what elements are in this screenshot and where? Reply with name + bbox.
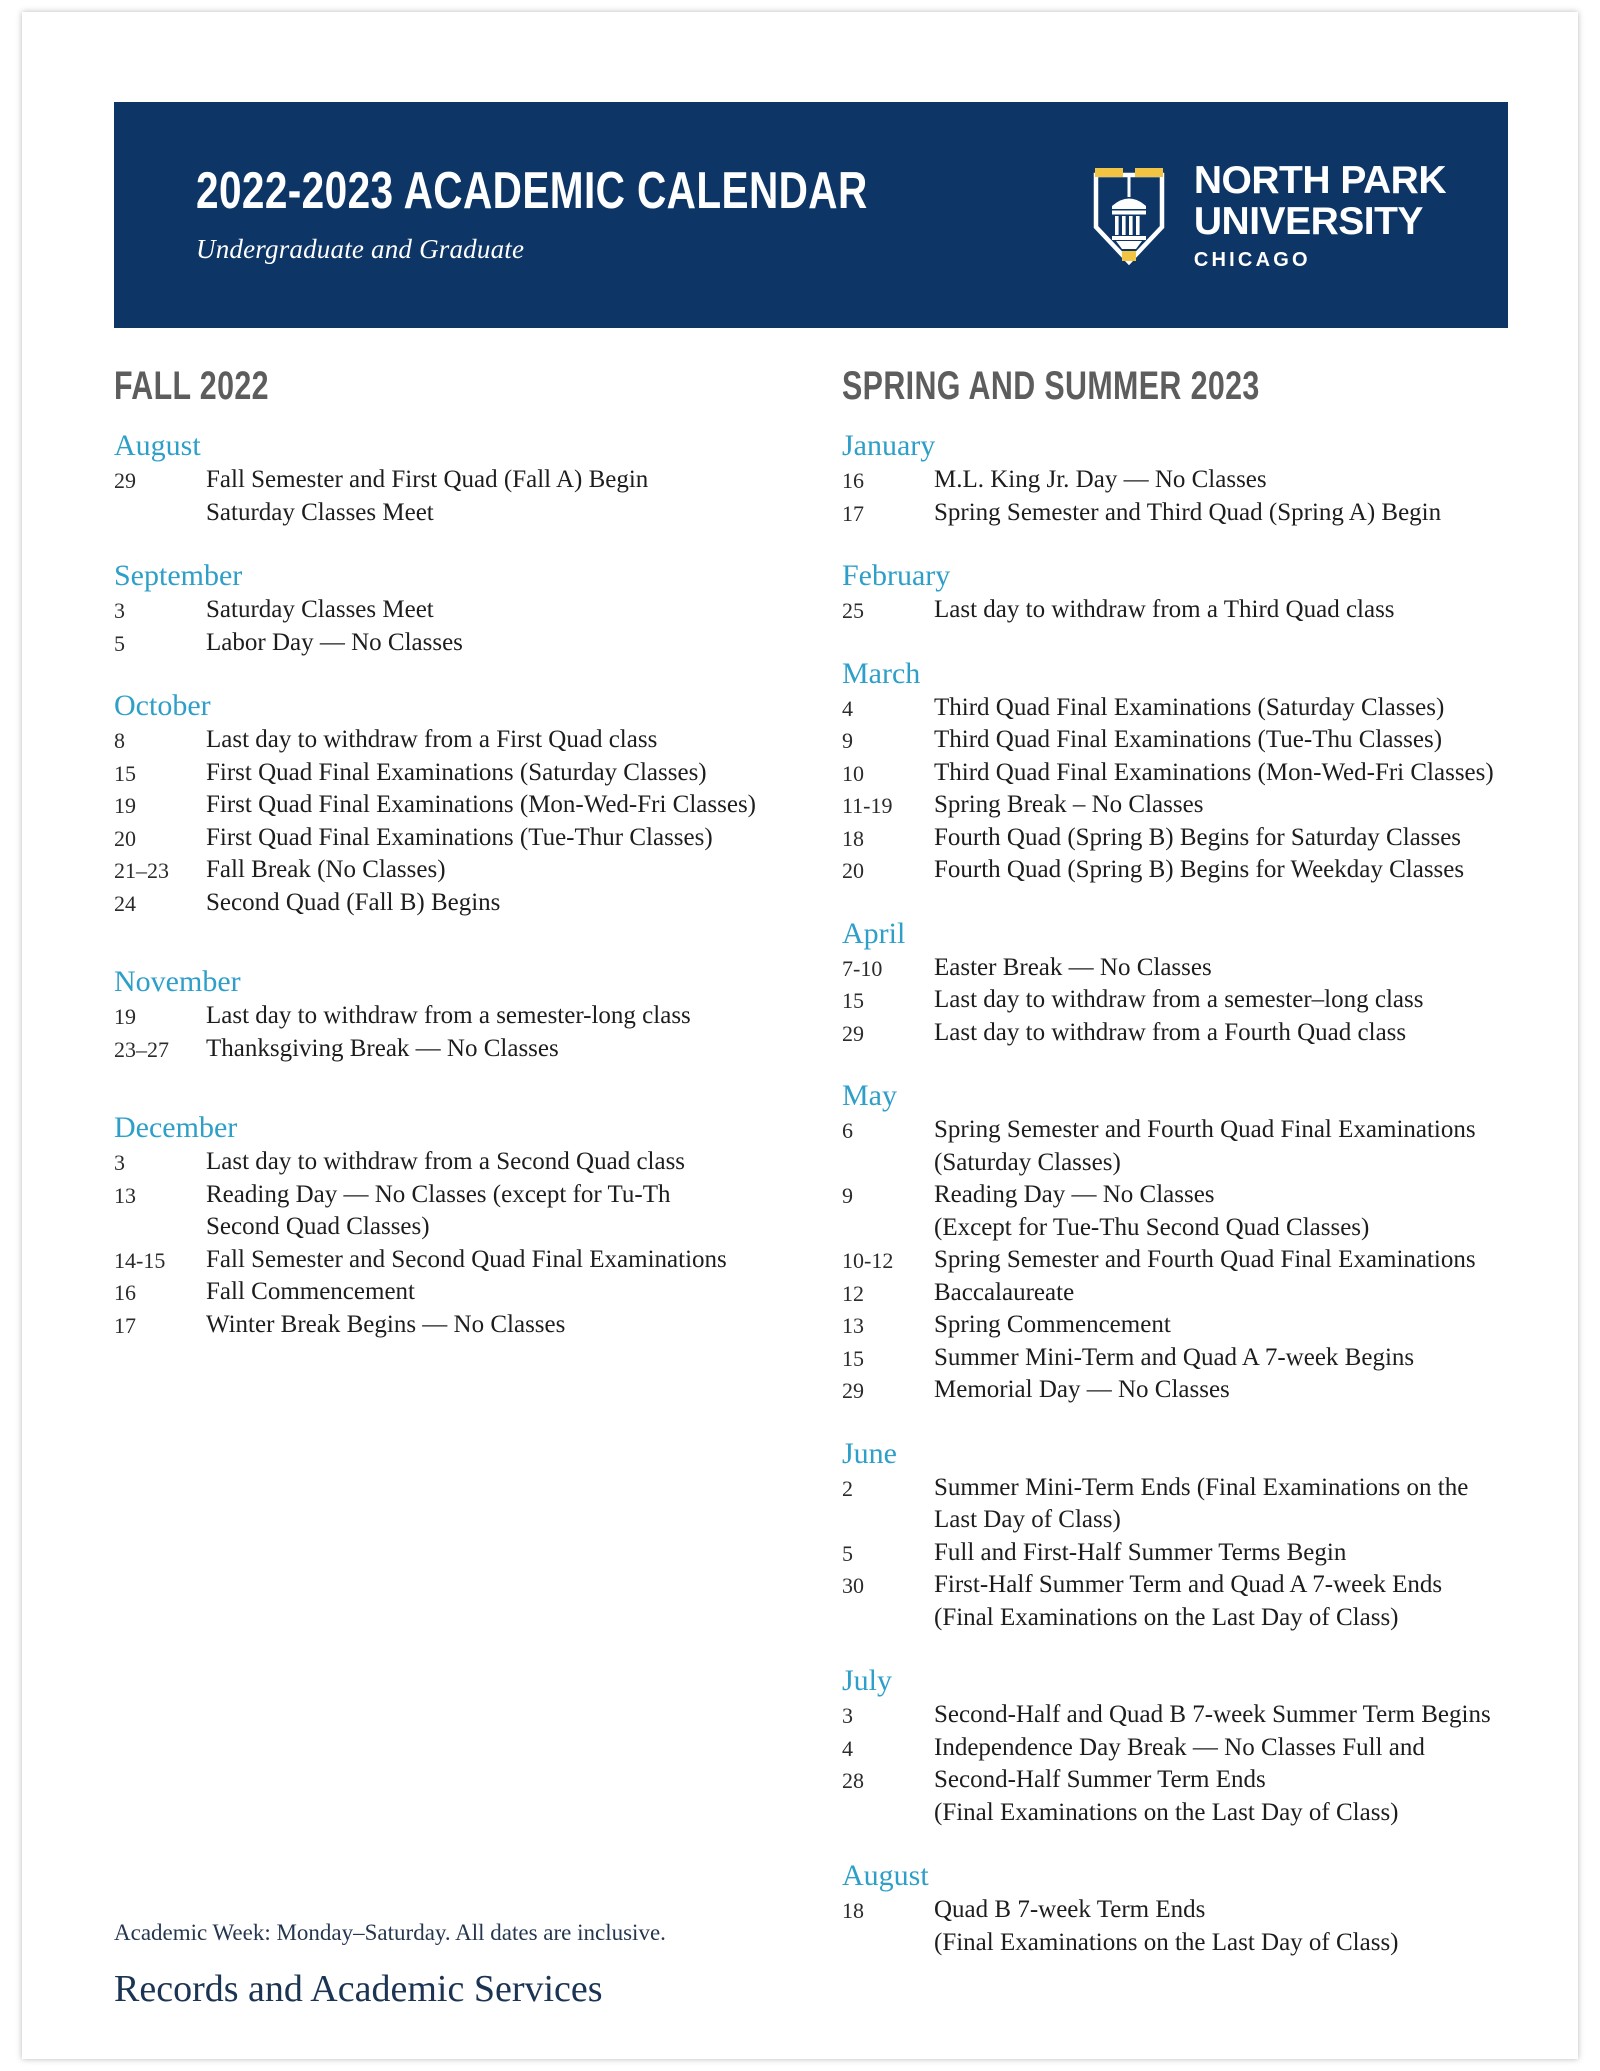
month-entries: [114, 1146, 814, 1341]
entry-description: [934, 724, 1442, 757]
entry-date: 3: [114, 1150, 125, 1175]
entry-description: [934, 1472, 1468, 1537]
entry-description: [934, 594, 1395, 627]
logo-city: CHICAGO: [1193, 248, 1311, 271]
entry-date: 2: [842, 1475, 853, 1501]
entry-line: Summer Mini-Term and Quad A 7-week Begins: [934, 1343, 1415, 1371]
entry-line: Fourth Quad (Spring B) Begins for Weekday Classes: [934, 856, 1465, 883]
entry-description: [206, 627, 463, 660]
shield-icon: [1086, 161, 1172, 269]
calendar-entry: [842, 1894, 1542, 1959]
entry-date: 20: [114, 825, 136, 851]
calendar-entry: [842, 1732, 1542, 1765]
month-block: [114, 1111, 814, 1341]
entry-line: Second-Half and Quad B 7-week Summer Term Begins: [934, 1701, 1491, 1728]
entry-description: [206, 1179, 671, 1244]
entry-line: Fall Semester and Second Quad Final Examinations: [206, 1245, 727, 1273]
calendar-entry: [842, 1179, 1542, 1244]
header-text-group: [196, 161, 1057, 265]
entry-line: Last day to withdraw from a Third Quad class: [934, 596, 1395, 623]
entry-date: 15: [842, 1345, 864, 1371]
calendar-entry: [114, 594, 814, 627]
calendar-entry: [842, 1114, 1542, 1179]
entry-date: 23–27: [114, 1036, 169, 1062]
calendar-entry: [842, 1699, 1542, 1732]
logo-wordmark: [1193, 158, 1446, 271]
entry-line: Spring Semester and Fourth Quad Final Examinations: [934, 1116, 1476, 1143]
month-entries: [114, 724, 814, 919]
entry-line: First Quad Final Examinations (Tue-Thur Classes): [206, 823, 713, 851]
calendar-entry: [114, 1276, 814, 1309]
entry-description: [934, 1342, 1414, 1375]
entry-line: Spring Semester and Fourth Quad Final Examinations: [934, 1246, 1476, 1273]
month-entries: [842, 594, 1542, 627]
entry-date: 30: [842, 1573, 864, 1598]
entry-description: [206, 1000, 691, 1033]
entry-date: 7-10: [842, 955, 883, 981]
entry-date: 15: [114, 760, 136, 786]
calendar-entry: [114, 627, 814, 660]
entry-line: Summer Mini-Term Ends (Final Examinations on the: [934, 1473, 1469, 1501]
entry-line: Third Quad Final Examinations (Tue-Thu Classes): [934, 726, 1443, 753]
calendar-entry: [842, 594, 1542, 627]
entry-line: Reading Day — No Classes (except for Tu-Th: [206, 1180, 671, 1208]
entry-line: Independence Day Break — No Classes Full and: [934, 1733, 1425, 1761]
calendar-entry: [842, 1277, 1542, 1310]
entry-description: [206, 887, 500, 920]
entry-date: 13: [842, 1313, 864, 1338]
entry-line: Quad B 7-week Term Ends: [934, 1896, 1206, 1923]
entry-date: 10: [842, 760, 864, 786]
entry-line: Fall Break (No Classes): [206, 856, 446, 883]
spring-season-title: SPRING AND SUMMER 2023: [842, 364, 1260, 408]
entry-description: [206, 822, 713, 855]
entry-date: 5: [114, 630, 125, 656]
calendar-entry: [842, 1017, 1542, 1050]
entry-line: Thanksgiving Break — No Classes: [206, 1034, 559, 1062]
document-sheet: [22, 12, 1578, 2059]
entry-description: [206, 1309, 565, 1342]
entry-date: 17: [114, 1312, 136, 1338]
entry-date: 6: [842, 1118, 853, 1143]
month-entries: [114, 464, 814, 529]
entry-line: Last day to withdraw from a semester-long class: [206, 1002, 691, 1029]
calendar-entry: [842, 724, 1542, 757]
calendar-entry: [842, 1309, 1542, 1342]
entry-description: [934, 1732, 1425, 1765]
entry-line: First-Half Summer Term and Quad A 7-week Ends: [934, 1571, 1443, 1598]
calendar-entry: [114, 1179, 814, 1244]
calendar-entry: [842, 822, 1542, 855]
month-entries: [842, 692, 1542, 887]
page-title: 2022-2023 ACADEMIC CALENDAR: [196, 161, 868, 220]
entry-date: 13: [114, 1182, 136, 1208]
calendar-entry: [842, 1342, 1542, 1375]
entry-description: [934, 952, 1212, 985]
entry-description: [934, 1374, 1230, 1407]
calendar-entry: [114, 1146, 814, 1179]
month-name: March: [842, 656, 921, 690]
entry-line: Last Day of Class): [934, 1506, 1121, 1533]
entry-date: 11-19: [842, 793, 893, 818]
entry-description: [206, 854, 446, 887]
calendar-entry: [842, 692, 1542, 725]
calendar-entry: [114, 1000, 814, 1033]
entry-description: [206, 594, 434, 627]
entry-description: [934, 1114, 1476, 1179]
month-block: [842, 1664, 1542, 1829]
entry-line: Last day to withdraw from a Second Quad class: [206, 1148, 686, 1175]
entry-description: [206, 789, 756, 822]
month-block: [842, 429, 1542, 529]
month-block: [842, 657, 1542, 887]
entry-line: Saturday Classes Meet: [206, 596, 434, 623]
entry-line: Easter Break — No Classes: [934, 953, 1212, 981]
calendar-entry: [114, 1033, 814, 1066]
entry-line: First Quad Final Examinations (Saturday Classes): [206, 758, 707, 786]
entry-line: Second-Half Summer Term Ends: [934, 1766, 1266, 1793]
entry-date: 5: [842, 1540, 853, 1566]
entry-date: 4: [842, 695, 853, 721]
entry-line: Memorial Day — No Classes: [934, 1376, 1230, 1403]
entry-line: Reading Day — No Classes: [934, 1181, 1215, 1208]
entry-line: First Quad Final Examinations (Mon-Wed-Fri Classes): [206, 791, 757, 818]
entry-line: (Saturday Classes): [934, 1148, 1121, 1176]
entry-date: 16: [114, 1280, 136, 1305]
month-block: [842, 1859, 1542, 1959]
entry-date: 14-15: [114, 1247, 166, 1273]
entry-line: (Final Examinations on the Last Day of Class): [934, 1603, 1399, 1631]
month-entries: [114, 1000, 814, 1065]
entry-line: Spring Break – No Classes: [934, 791, 1204, 818]
fall-season-title: FALL 2022: [114, 364, 269, 408]
month-entries: [842, 1472, 1542, 1635]
entry-description: [206, 724, 657, 757]
entry-line: (Final Examinations on the Last Day of Class): [934, 1798, 1399, 1826]
calendar-entry: [114, 724, 814, 757]
calendar-entry: [114, 887, 814, 920]
entry-date: 28: [842, 1768, 864, 1793]
month-name: December: [114, 1111, 238, 1144]
entry-date: 9: [842, 1183, 853, 1208]
entry-line: Fall Semester and First Quad (Fall A) Begin: [206, 466, 649, 493]
header-banner: [114, 102, 1508, 328]
calendar-entry: [842, 854, 1542, 887]
entry-line: Second Quad Classes): [206, 1213, 430, 1240]
entry-date: 29: [842, 1020, 864, 1046]
entry-date: 9: [842, 728, 853, 753]
entry-description: [934, 464, 1267, 497]
entry-line: Labor Day — No Classes: [206, 628, 463, 656]
month-name: April: [842, 916, 906, 950]
entry-date: 10-12: [842, 1248, 894, 1273]
fall-months-list: [114, 429, 814, 1341]
entry-date: 15: [842, 988, 864, 1013]
entry-date: 20: [842, 858, 864, 883]
entry-line: Spring Semester and Third Quad (Spring A) Begin: [934, 498, 1442, 526]
calendar-entry: [842, 497, 1542, 530]
calendar-entry: [842, 1569, 1542, 1634]
entry-line: Full and First-Half Summer Terms Begin: [934, 1538, 1347, 1566]
spring-summer-column: [842, 364, 1542, 1959]
entry-description: [934, 1277, 1074, 1310]
month-block: [114, 559, 814, 659]
entry-line: Fall Commencement: [206, 1278, 415, 1305]
entry-description: [934, 789, 1203, 822]
entry-line: Last day to withdraw from a Fourth Quad class: [934, 1018, 1407, 1046]
month-name: May: [842, 1079, 897, 1112]
entry-date: 8: [114, 728, 125, 753]
month-entries: [842, 952, 1542, 1050]
calendar-entry: [842, 464, 1542, 497]
department-name: Records and Academic Services: [114, 1968, 603, 2010]
calendar-entry: [114, 1244, 814, 1277]
calendar-entry: [114, 757, 814, 790]
entry-description: [934, 854, 1464, 887]
entry-date: 17: [842, 500, 864, 526]
entry-line: Baccalaureate: [934, 1278, 1075, 1306]
entry-line: (Final Examinations on the Last Day of Class): [934, 1928, 1399, 1956]
calendar-entry: [842, 1764, 1542, 1829]
entry-description: [934, 1894, 1399, 1959]
entry-date: 29: [114, 468, 136, 493]
month-block: [114, 429, 814, 529]
month-name: June: [842, 1436, 897, 1470]
entry-date: 21–23: [114, 858, 169, 883]
calendar-entry: [114, 789, 814, 822]
entry-description: [934, 822, 1461, 855]
entry-line: (Except for Tue-Thu Second Quad Classes): [934, 1213, 1370, 1241]
month-block: [842, 917, 1542, 1050]
month-name: August: [114, 429, 201, 462]
month-name: January: [842, 429, 936, 462]
month-name: February: [842, 559, 951, 592]
calendar-entry: [114, 1309, 814, 1342]
entry-description: [934, 1309, 1171, 1342]
entry-date: 29: [842, 1378, 864, 1403]
month-name: November: [114, 965, 241, 998]
entry-line: Spring Commencement: [934, 1311, 1171, 1338]
calendar-entry: [842, 757, 1542, 790]
spring-months-list: [842, 429, 1542, 1959]
entry-date: 12: [842, 1280, 864, 1306]
entry-line: Saturday Classes Meet: [206, 498, 434, 526]
entry-date: 19: [114, 1004, 136, 1029]
month-block: [842, 1437, 1542, 1635]
entry-description: [934, 984, 1423, 1017]
month-entries: [842, 1894, 1542, 1959]
entry-description: [934, 757, 1494, 790]
calendar-entry: [842, 789, 1542, 822]
month-entries: [114, 594, 814, 659]
entry-date: 3: [842, 1703, 853, 1728]
entry-date: 24: [114, 890, 136, 916]
calendar-entry: [842, 1244, 1542, 1277]
entry-description: [934, 1764, 1399, 1829]
entry-date: 3: [114, 598, 125, 623]
page-subtitle: Undergraduate and Graduate: [196, 234, 525, 265]
month-entries: [842, 1114, 1542, 1407]
entry-description: [206, 1276, 415, 1309]
calendar-entry: [842, 952, 1542, 985]
entry-line: Third Quad Final Examinations (Mon-Wed-Fri Classes): [934, 758, 1494, 786]
entry-date: 18: [842, 1898, 864, 1923]
entry-line: Third Quad Final Examinations (Saturday Classes): [934, 693, 1445, 721]
entry-line: Last day to withdraw from a semester–long class: [934, 986, 1424, 1013]
entry-line: Second Quad (Fall B) Begins: [206, 888, 501, 916]
calendar-entry: [842, 1537, 1542, 1570]
month-block: [842, 559, 1542, 627]
month-name: October: [114, 689, 211, 722]
entry-description: [206, 464, 648, 529]
entry-description: [206, 1033, 559, 1066]
month-name: July: [842, 1664, 893, 1697]
logo-line-2: UNIVERSITY: [1193, 199, 1423, 243]
entry-line: Winter Break Begins — No Classes: [206, 1310, 566, 1338]
month-block: [114, 965, 814, 1065]
calendar-entry: [842, 1472, 1542, 1537]
month-block: [114, 689, 814, 919]
entry-description: [934, 1179, 1369, 1244]
entry-description: [934, 1244, 1476, 1277]
academic-week-note: Academic Week: Monday–Saturday. All dates are inclusive.: [114, 1920, 666, 1945]
university-logo: [1086, 158, 1446, 271]
entry-description: [934, 1537, 1346, 1570]
entry-line: Fourth Quad (Spring B) Begins for Saturday Classes: [934, 823, 1462, 851]
entry-line: Last day to withdraw from a First Quad class: [206, 726, 658, 753]
entry-description: [206, 1146, 685, 1179]
month-name: September: [114, 559, 243, 592]
entry-date: 19: [114, 793, 136, 818]
fall-column: [114, 364, 814, 1341]
month-entries: [842, 1699, 1542, 1829]
logo-line-1: NORTH PARK: [1193, 158, 1446, 202]
entry-description: [934, 497, 1441, 530]
entry-description: [934, 692, 1444, 725]
calendar-entry: [114, 822, 814, 855]
entry-date: 18: [842, 825, 864, 851]
month-entries: [842, 464, 1542, 529]
entry-date: 16: [842, 468, 864, 493]
calendar-entry: [114, 854, 814, 887]
calendar-entry: [842, 984, 1542, 1017]
entry-date: 4: [842, 1735, 853, 1761]
entry-description: [934, 1569, 1442, 1634]
month-name: August: [842, 1859, 929, 1892]
entry-description: [934, 1017, 1406, 1050]
entry-description: [934, 1699, 1491, 1732]
calendar-entry: [114, 464, 814, 529]
calendar-entry: [842, 1374, 1542, 1407]
entry-description: [206, 1244, 727, 1277]
entry-description: [206, 757, 707, 790]
entry-line: M.L. King Jr. Day — No Classes: [934, 466, 1267, 493]
entry-date: 25: [842, 598, 864, 623]
month-block: [842, 1079, 1542, 1407]
